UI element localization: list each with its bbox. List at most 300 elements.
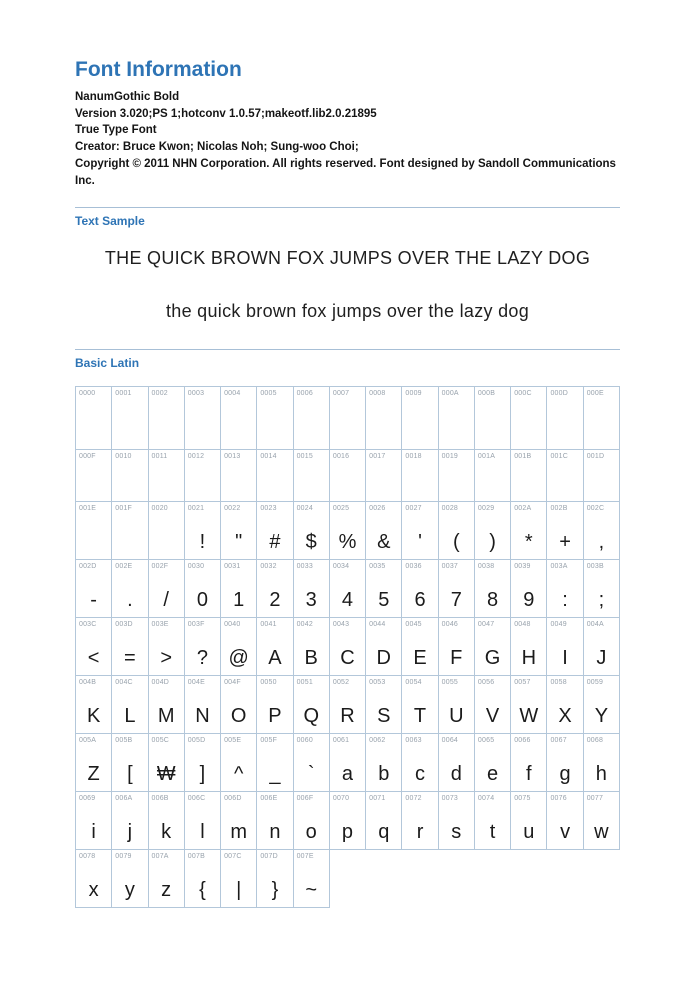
codepoint-label: 007A: [151, 853, 169, 861]
glyph: 6: [414, 589, 426, 612]
glyph-cell: [76, 450, 112, 502]
glyph-cell: [112, 387, 148, 450]
codepoint-label: 000D: [550, 390, 568, 398]
glyph-cell: [257, 850, 293, 908]
glyph-cell: [329, 792, 365, 850]
glyph-cell: [547, 560, 583, 618]
codepoint-label: 006D: [224, 795, 242, 803]
codepoint-label: 001F: [115, 505, 133, 513]
glyph-cell: [76, 734, 112, 792]
codepoint-label: 004C: [115, 679, 133, 687]
glyph-cell: [583, 734, 619, 792]
codepoint-label: 0064: [441, 737, 459, 745]
codepoint-label: 0040: [224, 621, 241, 629]
codepoint-label: 001D: [586, 453, 605, 461]
glyph: i: [91, 821, 96, 844]
codepoint-label: 006C: [187, 795, 206, 803]
codepoint-label: 0070: [332, 795, 350, 803]
codepoint-label: 0062: [369, 737, 386, 745]
codepoint-label: 0066: [514, 737, 531, 745]
codepoint-label: 0011: [151, 453, 168, 461]
glyph: ": [235, 531, 243, 554]
glyph: W: [519, 705, 539, 728]
codepoint-label: 005A: [79, 737, 97, 745]
glyph: 0: [196, 589, 208, 612]
codepoint-label: 0069: [79, 795, 96, 803]
glyph-cell: [366, 792, 402, 850]
codepoint-label: 0072: [405, 795, 422, 803]
codepoint-label: 0045: [405, 621, 422, 629]
glyph-cell: [402, 560, 438, 618]
codepoint-label: 002F: [151, 563, 169, 571]
codepoint-label: 0032: [260, 563, 277, 571]
codepoint-label: 007E: [296, 853, 314, 861]
glyph: ?: [196, 647, 208, 670]
glyph: I: [562, 647, 568, 670]
glyph: ^: [234, 763, 244, 786]
glyph: (: [452, 531, 460, 554]
glyph-cell: [547, 734, 583, 792]
page-title: Font Information: [75, 58, 242, 81]
codepoint-label: 0031: [224, 563, 241, 571]
codepoint-label: 002E: [115, 563, 133, 571]
glyph-cell: [148, 502, 184, 560]
glyph-cell: [474, 734, 510, 792]
glyph: v: [560, 821, 571, 844]
glyph: z: [161, 879, 172, 902]
glyph: A: [268, 647, 282, 670]
codepoint-label: 0015: [296, 453, 313, 461]
codepoint-label: 0030: [187, 563, 205, 571]
glyph-cell: [221, 502, 257, 560]
glyph: R: [340, 705, 355, 728]
glyph-cell: [112, 850, 148, 908]
codepoint-label: 0019: [441, 453, 459, 461]
glyph-cell: [293, 792, 329, 850]
glyph-cell: [402, 792, 438, 850]
glyph-cell: [438, 734, 474, 792]
codepoint-label: 002C: [586, 505, 605, 513]
codepoint-label: 0079: [115, 853, 132, 861]
glyph-cell: [76, 676, 112, 734]
codepoint-label: 0024: [296, 505, 313, 513]
glyph: 7: [450, 589, 462, 612]
glyph-cell: [474, 792, 510, 850]
glyph: x: [88, 879, 99, 902]
glyph: L: [124, 705, 136, 728]
glyph-cell: [511, 387, 547, 450]
glyph-cell: [112, 792, 148, 850]
glyph: b: [378, 763, 390, 786]
glyph-cell: [184, 792, 220, 850]
glyph-cell: [184, 618, 220, 676]
glyph-cell: [329, 450, 365, 502]
glyph-cell: [221, 618, 257, 676]
glyph: ₩: [156, 763, 176, 786]
glyph-cell: [148, 560, 184, 618]
codepoint-label: 0010: [115, 453, 132, 461]
codepoint-label: 0041: [260, 621, 277, 629]
glyph-cell: [329, 560, 365, 618]
glyph: -: [90, 589, 97, 612]
glyph-cell: [474, 387, 510, 450]
glyph-cell: [366, 387, 402, 450]
glyph-cell: [402, 618, 438, 676]
divider-line: [75, 349, 620, 350]
glyph: n: [269, 821, 281, 844]
glyph: ~: [305, 879, 318, 902]
codepoint-label: 0053: [369, 679, 386, 687]
codepoint-label: 0018: [405, 453, 422, 461]
glyph-row: [76, 502, 620, 560]
glyph: p: [341, 821, 354, 844]
codepoint-label: 001A: [477, 453, 496, 461]
glyph-cell: [293, 450, 329, 502]
glyph: /: [163, 589, 169, 612]
codepoint-label: 0029: [477, 505, 495, 513]
codepoint-label: 0036: [405, 563, 422, 571]
codepoint-label: 0078: [79, 853, 96, 861]
font-copyright: Copyright © 2011 NHN Corporation. All rights reserved. Font designed by Sandoll Communications Inc.: [75, 157, 616, 187]
glyph: >: [160, 647, 172, 670]
glyph: 2: [269, 589, 281, 612]
glyph: |: [236, 879, 242, 902]
codepoint-label: 005F: [260, 737, 278, 745]
glyph-cell: [402, 387, 438, 450]
codepoint-label: 005E: [224, 737, 242, 745]
glyph-cell: [221, 734, 257, 792]
glyph: a: [341, 763, 354, 786]
glyph-cell: [148, 676, 184, 734]
glyph: F: [450, 647, 463, 670]
codepoint-label: 0039: [514, 563, 531, 571]
glyph: H: [521, 647, 537, 670]
glyph-cell: [293, 618, 329, 676]
codepoint-label: 0058: [550, 679, 567, 687]
glyph-cell: [438, 387, 474, 450]
glyph-cell: [257, 734, 293, 792]
codepoint-label: 006E: [260, 795, 278, 803]
glyph-cell: [184, 560, 220, 618]
glyph-row: [76, 850, 620, 908]
section-heading-basic-latin: Basic Latin: [75, 356, 140, 371]
glyph-cell: [293, 734, 329, 792]
glyph: +: [559, 531, 571, 554]
glyph-cell: [112, 502, 148, 560]
codepoint-label: 0047: [477, 621, 495, 629]
codepoint-label: 000F: [79, 453, 96, 461]
codepoint-label: 004B: [79, 679, 97, 687]
glyph: }: [271, 879, 279, 902]
glyph: Q: [303, 705, 319, 728]
glyph: f: [526, 763, 532, 786]
glyph-cell: [366, 560, 402, 618]
codepoint-label: 0075: [514, 795, 531, 803]
glyph-cell: [148, 850, 184, 908]
glyph-cell: [438, 676, 474, 734]
glyph: :: [562, 589, 568, 612]
font-name: NanumGothic Bold: [75, 91, 180, 104]
codepoint-label: 003B: [586, 563, 604, 571]
glyph-cell: [257, 502, 293, 560]
glyph-cell: [511, 560, 547, 618]
codepoint-label: 0056: [477, 679, 495, 687]
glyph: _: [269, 763, 281, 786]
glyph-cell: [583, 387, 619, 450]
glyph-cell: [293, 560, 329, 618]
codepoint-label: 0000: [79, 390, 96, 398]
glyph: U: [449, 705, 464, 728]
codepoint-label: 0037: [441, 563, 459, 571]
codepoint-label: 0038: [477, 563, 495, 571]
glyph: D: [376, 647, 391, 670]
glyph: q: [378, 821, 390, 844]
codepoint-label: 004E: [187, 679, 205, 687]
glyph-cell: [438, 618, 474, 676]
glyph-cell: [402, 734, 438, 792]
glyph: &: [377, 531, 391, 554]
codepoint-label: 0065: [477, 737, 495, 745]
glyph-row: [76, 676, 620, 734]
glyph: d: [450, 763, 462, 786]
glyph-cell: [112, 618, 148, 676]
glyph-cell: [511, 792, 547, 850]
glyph-cell: [583, 676, 619, 734]
glyph-cell: [329, 387, 365, 450]
glyph-cell: [366, 618, 402, 676]
glyph-row: [76, 450, 620, 502]
glyph-cell: [583, 618, 619, 676]
codepoint-label: 003A: [550, 563, 568, 571]
glyph-cell: [293, 676, 329, 734]
glyph: y: [124, 879, 135, 902]
glyph: #: [269, 531, 281, 554]
codepoint-label: 0067: [550, 737, 567, 745]
glyph-row: [76, 734, 620, 792]
codepoint-label: 0004: [224, 390, 241, 398]
codepoint-label: 0025: [332, 505, 350, 513]
codepoint-label: 005D: [187, 737, 206, 745]
glyph-cell: [329, 676, 365, 734]
codepoint-label: 004A: [586, 621, 604, 629]
codepoint-label: 0002: [151, 390, 168, 398]
glyph-cell: [511, 618, 547, 676]
codepoint-label: 001E: [79, 505, 97, 513]
glyph-cell: [583, 450, 619, 502]
glyph: C: [340, 647, 355, 670]
glyph: 4: [341, 589, 354, 612]
glyph: $: [305, 531, 317, 554]
codepoint-label: 000A: [441, 390, 459, 398]
glyph: =: [124, 647, 136, 670]
codepoint-label: 0048: [514, 621, 531, 629]
glyph-cell: [221, 792, 257, 850]
glyph: N: [195, 705, 210, 728]
glyph-row: [76, 618, 620, 676]
glyph-cell: [474, 618, 510, 676]
glyph: P: [268, 705, 282, 728]
divider-line: [75, 207, 620, 208]
glyph-cell: [76, 618, 112, 676]
codepoint-label: 0005: [260, 390, 277, 398]
glyph: 3: [305, 589, 317, 612]
glyph: j: [127, 821, 133, 844]
glyph: T: [413, 705, 427, 728]
glyph-cell: [547, 387, 583, 450]
glyph: E: [413, 647, 427, 670]
codepoint-label: 007B: [187, 853, 205, 861]
glyph: g: [559, 763, 571, 786]
glyph: 1: [233, 589, 245, 612]
glyph: Y: [594, 705, 609, 728]
glyph: w: [594, 821, 609, 844]
glyph-cell: [366, 676, 402, 734]
codepoint-label: 0042: [296, 621, 313, 629]
codepoint-label: 0073: [441, 795, 459, 803]
codepoint-label: 0006: [296, 390, 313, 398]
codepoint-label: 003C: [79, 621, 97, 629]
glyph: X: [558, 705, 572, 728]
glyph-cell: [366, 450, 402, 502]
section-heading-text-sample: Text Sample: [75, 214, 145, 229]
glyph: !: [199, 531, 206, 554]
glyph-cell: [474, 502, 510, 560]
glyph-cell: [293, 850, 329, 908]
font-info-page: [75, 0, 620, 908]
glyph-cell: [438, 560, 474, 618]
glyph-cell: [257, 618, 293, 676]
glyph-cell: [112, 734, 148, 792]
codepoint-label: 0044: [369, 621, 386, 629]
codepoint-label: 0076: [550, 795, 567, 803]
glyph-cell: [76, 502, 112, 560]
glyph-row: [76, 792, 620, 850]
glyph-cell: [547, 676, 583, 734]
codepoint-label: 007D: [260, 853, 278, 861]
font-creator: Creator: Bruce Kwon; Nicolas Noh; Sung-woo Choi;: [75, 141, 359, 154]
glyph: m: [230, 821, 248, 844]
glyph: u: [523, 821, 535, 844]
codepoint-label: 0001: [115, 390, 132, 398]
codepoint-label: 000B: [477, 390, 496, 398]
codepoint-label: 0014: [260, 453, 277, 461]
glyph-cell: [547, 792, 583, 850]
glyph: t: [489, 821, 496, 844]
codepoint-label: 003F: [187, 621, 205, 629]
glyph-cell: [583, 560, 619, 618]
glyph: ): [489, 531, 496, 554]
glyph: O: [230, 705, 247, 728]
glyph-cell: [583, 502, 619, 560]
codepoint-label: 0028: [441, 505, 459, 513]
character-grid: [75, 386, 620, 908]
codepoint-label: 0049: [550, 621, 567, 629]
glyph-cell: [148, 792, 184, 850]
glyph-cell: [257, 792, 293, 850]
codepoint-label: 0061: [332, 737, 350, 745]
glyph-cell: [257, 560, 293, 618]
glyph: K: [86, 705, 101, 728]
codepoint-label: 0008: [369, 390, 386, 398]
codepoint-label: 0077: [586, 795, 604, 803]
glyph: V: [485, 705, 500, 728]
codepoint-label: 0059: [586, 679, 604, 687]
glyph-cell: [402, 676, 438, 734]
codepoint-label: 006A: [115, 795, 133, 803]
glyph-cell: [221, 387, 257, 450]
glyph: J: [596, 647, 607, 670]
glyph: *: [524, 531, 533, 554]
glyph: k: [161, 821, 172, 844]
glyph-cell: [329, 618, 365, 676]
glyph-cell: [438, 502, 474, 560]
codepoint-label: 0013: [224, 453, 241, 461]
glyph-cell: [76, 387, 112, 450]
codepoint-label: 0012: [187, 453, 205, 461]
glyph: 8: [486, 589, 499, 612]
codepoint-label: 0009: [405, 390, 422, 398]
glyph-cell: [76, 792, 112, 850]
codepoint-label: 0022: [224, 505, 241, 513]
codepoint-label: 0050: [260, 679, 277, 687]
codepoint-label: 0043: [332, 621, 350, 629]
codepoint-label: 0055: [441, 679, 459, 687]
codepoint-label: 0057: [514, 679, 531, 687]
codepoint-label: 0033: [296, 563, 313, 571]
glyph-cell: [511, 734, 547, 792]
glyph: `: [307, 763, 315, 786]
codepoint-label: 002D: [79, 563, 97, 571]
glyph-cell: [184, 676, 220, 734]
glyph-cell: [184, 734, 220, 792]
codepoint-label: 0071: [369, 795, 386, 803]
codepoint-label: 0026: [369, 505, 386, 513]
glyph-cell: [148, 450, 184, 502]
glyph: 9: [523, 589, 535, 612]
glyph: B: [304, 647, 318, 670]
codepoint-label: 005B: [115, 737, 133, 745]
glyph-cell: [112, 676, 148, 734]
glyph-cell: [474, 450, 510, 502]
codepoint-label: 0017: [369, 453, 386, 461]
glyph-cell: [257, 676, 293, 734]
glyph-cell: [148, 734, 184, 792]
glyph: ': [418, 531, 422, 554]
glyph-cell: [329, 734, 365, 792]
codepoint-label: 0034: [332, 563, 350, 571]
glyph-cell: [402, 450, 438, 502]
codepoint-label: 0054: [405, 679, 422, 687]
glyph-row: [76, 560, 620, 618]
glyph-cell: [438, 792, 474, 850]
codepoint-label: 0020: [151, 505, 168, 513]
codepoint-label: 002A: [514, 505, 532, 513]
glyph-cell: [221, 450, 257, 502]
codepoint-label: 0052: [332, 679, 350, 687]
glyph: ]: [199, 763, 206, 786]
font-type: True Type Font: [75, 124, 157, 137]
glyph: 5: [378, 589, 390, 612]
glyph: M: [157, 705, 175, 728]
glyph-cell: [184, 387, 220, 450]
font-meta-block: [75, 89, 620, 189]
glyph: r: [416, 821, 424, 844]
glyph: S: [377, 705, 391, 728]
codepoint-label: 0046: [441, 621, 459, 629]
glyph-cell: [221, 560, 257, 618]
glyph-cell: [329, 502, 365, 560]
glyph: @: [228, 647, 249, 670]
